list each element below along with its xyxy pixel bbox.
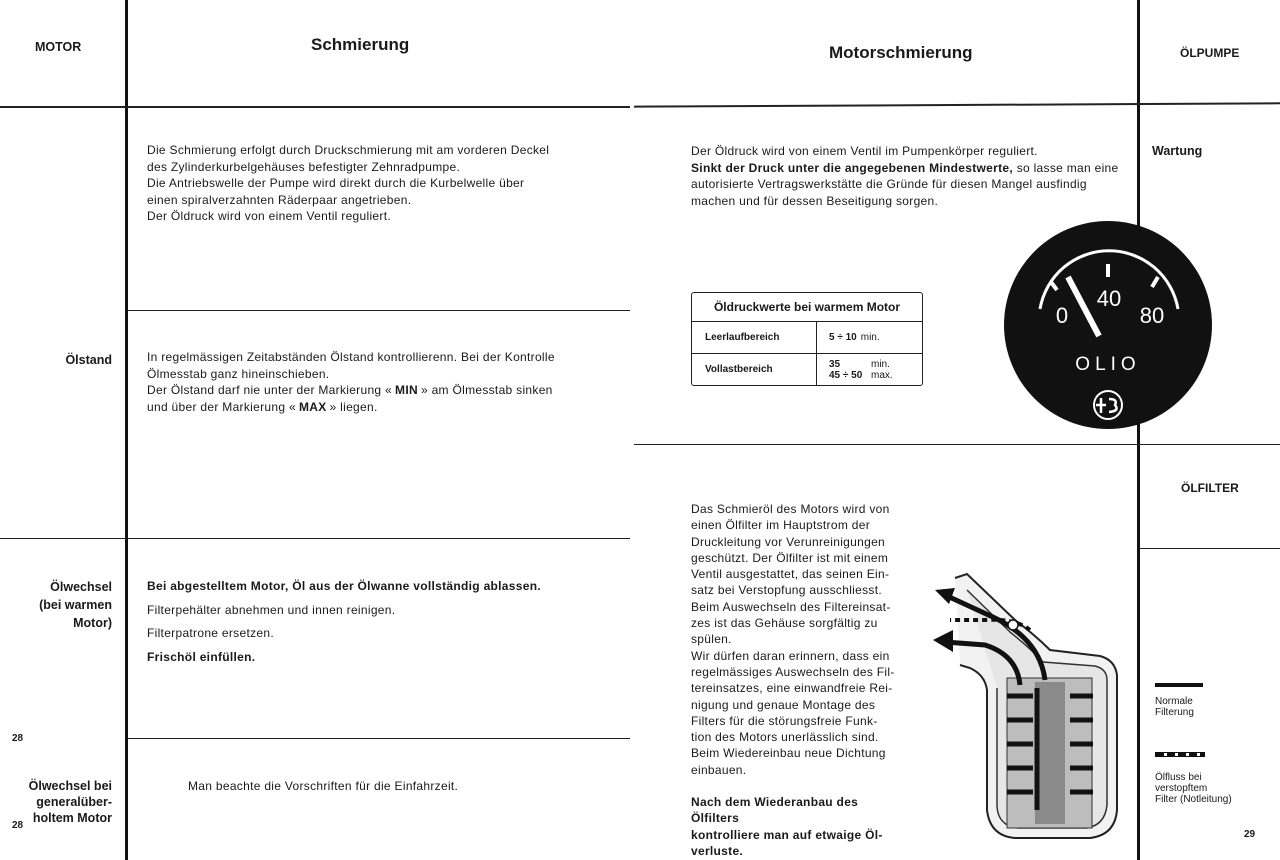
oelfilter-line: Ventil ausgestattet, das seinen Ein- bbox=[691, 567, 890, 582]
left-rule-3 bbox=[128, 738, 630, 739]
oelfilter-line: Wir dürfen daran erinnern, dass ein bbox=[691, 648, 890, 663]
wartung-text: so lasse man eine bbox=[1016, 160, 1119, 175]
oil-filter-diagram bbox=[925, 570, 1130, 845]
oelstand-paragraph bbox=[147, 349, 587, 415]
oelwechsel-step: Filterpehälter abnehmen und innen reinigen. bbox=[147, 602, 396, 617]
oelstand-line bbox=[147, 399, 587, 416]
oil-pressure-gauge bbox=[1002, 219, 1214, 431]
right-header-rule bbox=[634, 102, 1280, 107]
oelfilter-paragraph bbox=[691, 501, 909, 859]
value: 35 bbox=[829, 358, 841, 370]
section-label-oelstand: Ölstand bbox=[65, 353, 112, 367]
section-label-oelwechsel-ueberholt bbox=[10, 778, 112, 826]
oelstand-line: In regelmässigen Zeitabständen Ölstand kontrollierenn. Bei der Kontrolle bbox=[147, 350, 555, 364]
intro-line: Die Schmierung erfolgt durch Druckschmierung mit am vorderen Deckel bbox=[147, 143, 550, 157]
oelfilter-warning-line: Nach dem Wiederanbau des Ölfilters bbox=[691, 795, 859, 826]
quote-mark: « bbox=[385, 383, 393, 397]
intro-line: einen spiralverzahnten Räderpaar angetrieben. bbox=[147, 192, 412, 207]
oelfilter-warning-line: kontrolliere man auf etwaige Öl- bbox=[691, 827, 883, 842]
intro-line: Die Antriebswelle der Pumpe wird direkt durch die Kurbelwelle über bbox=[147, 176, 525, 190]
legend-line: Normale bbox=[1155, 696, 1193, 707]
page-number-left-bottom: 28 bbox=[12, 820, 24, 831]
legend-line: Ölfluss bei bbox=[1155, 772, 1202, 783]
oelfilter-line: Filters für die störungsfreie Funk- bbox=[691, 713, 878, 728]
unit: max. bbox=[871, 369, 893, 381]
page-title-motorschmierung: Motorschmierung bbox=[829, 43, 973, 62]
wartung-line bbox=[691, 160, 1121, 177]
table-cell-value bbox=[817, 322, 922, 353]
min-marker: MIN bbox=[395, 383, 418, 397]
oelstand-text: am Ölmesstab sinken bbox=[431, 383, 553, 397]
legend-normal-label bbox=[1155, 696, 1194, 718]
oelfilter-line: tion des Motors unerlässlich sind. bbox=[691, 730, 879, 745]
oelfilter-line: einbauen. bbox=[691, 762, 747, 777]
label-line: Motor) bbox=[73, 616, 112, 630]
unit: min. bbox=[871, 358, 890, 370]
page-number-right: 29 bbox=[1244, 829, 1256, 840]
oelfilter-warning-line: verluste. bbox=[691, 843, 744, 858]
label-line: Ölwechsel bbox=[50, 580, 112, 594]
oelfilter-line: regelmässiges Auswechseln des Fil- bbox=[691, 664, 895, 679]
wartung-line: Der Öldruck wird von einem Ventil im Pumpenkörper reguliert. bbox=[691, 144, 1038, 158]
label-line: generalüber- bbox=[36, 795, 112, 809]
value: 45 ÷ 50 bbox=[829, 369, 863, 381]
oelfilter-line: satz bei Verstopfung ausschliesst. bbox=[691, 583, 882, 598]
oelwechsel-step: Bei abgestelltem Motor, Öl aus der Ölwanne vollständig ablassen. bbox=[147, 579, 541, 593]
left-margin-rule-2 bbox=[0, 538, 125, 539]
oelfilter-line: Beim Auswechseln des Filtereinsat- bbox=[691, 599, 891, 614]
legend-line: Filterung bbox=[1155, 707, 1194, 718]
right-rule-2 bbox=[1140, 548, 1280, 549]
page-number-left: 28 bbox=[12, 733, 24, 744]
section-label-wartung: Wartung bbox=[1152, 144, 1203, 158]
wartung-line: autorisierte Vertragswerkstätte die Gründe für diesen Mangel ausfindig bbox=[691, 177, 1087, 191]
value-line bbox=[829, 359, 890, 370]
unit: min. bbox=[860, 332, 880, 343]
quote-mark: » bbox=[329, 399, 337, 414]
oelstand-text: liegen. bbox=[340, 399, 378, 414]
page-title-schmierung: Schmierung bbox=[311, 35, 410, 54]
legend-bypass-swatch bbox=[1155, 752, 1205, 757]
left-margin-rule bbox=[125, 0, 128, 860]
label-line: holtem Motor bbox=[32, 811, 112, 825]
wartung-paragraph bbox=[691, 143, 1121, 209]
table-title: Öldruckwerte bei warmem Motor bbox=[692, 293, 922, 322]
gauge-label-80: 80 bbox=[1139, 303, 1165, 328]
oelfilter-line: zes ist das Gehäuse sorgfältig zu bbox=[691, 616, 878, 631]
oelpumpe-header: ÖLPUMPE bbox=[1180, 46, 1240, 60]
oelfilter-header: ÖLFILTER bbox=[1181, 481, 1239, 495]
max-marker: MAX bbox=[298, 399, 327, 414]
section-label-oelwechsel bbox=[10, 578, 112, 632]
table-cell-label: Leerlaufbereich bbox=[692, 322, 817, 353]
oelfilter-line: Das Schmieröl des Motors wird von bbox=[691, 502, 890, 516]
intro-line: des Zylinderkurbelgehäuses befestigter Zehnradpumpe. bbox=[147, 159, 461, 174]
oelstand-text: Der Ölstand darf nie unter der Markierung bbox=[147, 383, 382, 397]
oelfilter-line: Beim Wiedereinbau neue Dichtung bbox=[691, 746, 886, 761]
gauge-label-0: 0 bbox=[1055, 303, 1069, 328]
oil-pressure-table bbox=[691, 292, 923, 386]
value: 5 ÷ 10 bbox=[829, 332, 857, 343]
intro-paragraph bbox=[147, 142, 587, 225]
bypass-valve-icon bbox=[1008, 620, 1018, 630]
oelstand-text: und über der Markierung bbox=[147, 399, 286, 414]
table-row bbox=[692, 354, 922, 385]
oelstand-line: Ölmesstab ganz hineinschieben. bbox=[147, 366, 330, 381]
table-row bbox=[692, 322, 922, 354]
left-rule-1 bbox=[128, 310, 630, 311]
oelfilter-line: tereinsatzes, eine einwandfreie Rei- bbox=[691, 681, 893, 696]
value-line bbox=[829, 370, 893, 381]
oelfilter-line: einen Ölfilter im Hauptstrom der bbox=[691, 518, 870, 533]
right-rule-1 bbox=[634, 444, 1280, 445]
wartung-line: machen und für dessen Beseitigung sorgen. bbox=[691, 193, 939, 208]
left-rule-2 bbox=[128, 538, 630, 539]
left-header-rule bbox=[0, 106, 630, 108]
gauge-label-40: 40 bbox=[1096, 286, 1122, 311]
intro-line: Der Öldruck wird von einem Ventil reguliert. bbox=[147, 209, 391, 223]
wartung-bold: Sinkt der Druck unter die angegebenen Mindestwerte, bbox=[691, 160, 1014, 175]
oelfilter-line: Druckleitung vor Verunreinigungen bbox=[691, 534, 886, 549]
einfahrzeit-text: Man beachte die Vorschriften für die Einfahrzeit. bbox=[188, 779, 459, 793]
oelfilter-line: spülen. bbox=[691, 632, 732, 647]
table-cell-label: Vollastbereich bbox=[692, 354, 817, 385]
label-line: (bei warmen bbox=[39, 598, 112, 612]
gauge-olio-label: OLIO bbox=[1075, 354, 1141, 375]
label-line: Ölwechsel bei bbox=[28, 779, 112, 793]
table-cell-value bbox=[817, 354, 922, 385]
oelwechsel-steps bbox=[147, 578, 607, 665]
quote-mark: « bbox=[288, 399, 296, 414]
legend-line: verstopftem bbox=[1155, 783, 1208, 794]
legend-normal-swatch bbox=[1155, 683, 1203, 687]
motor-header: MOTOR bbox=[35, 40, 82, 54]
oelwechsel-step: Filterpatrone ersetzen. bbox=[147, 626, 274, 640]
oelfilter-line: geschützt. Der Ölfilter ist mit einem bbox=[691, 550, 889, 565]
quote-mark: » bbox=[420, 383, 428, 397]
oelfilter-line: nigung und genaue Montage des bbox=[691, 697, 876, 712]
oelwechsel-step: Frischöl einfüllen. bbox=[147, 649, 256, 664]
legend-line: Filter (Notleitung) bbox=[1155, 794, 1232, 805]
oelstand-line bbox=[147, 382, 587, 399]
legend-bypass-label bbox=[1155, 772, 1232, 805]
